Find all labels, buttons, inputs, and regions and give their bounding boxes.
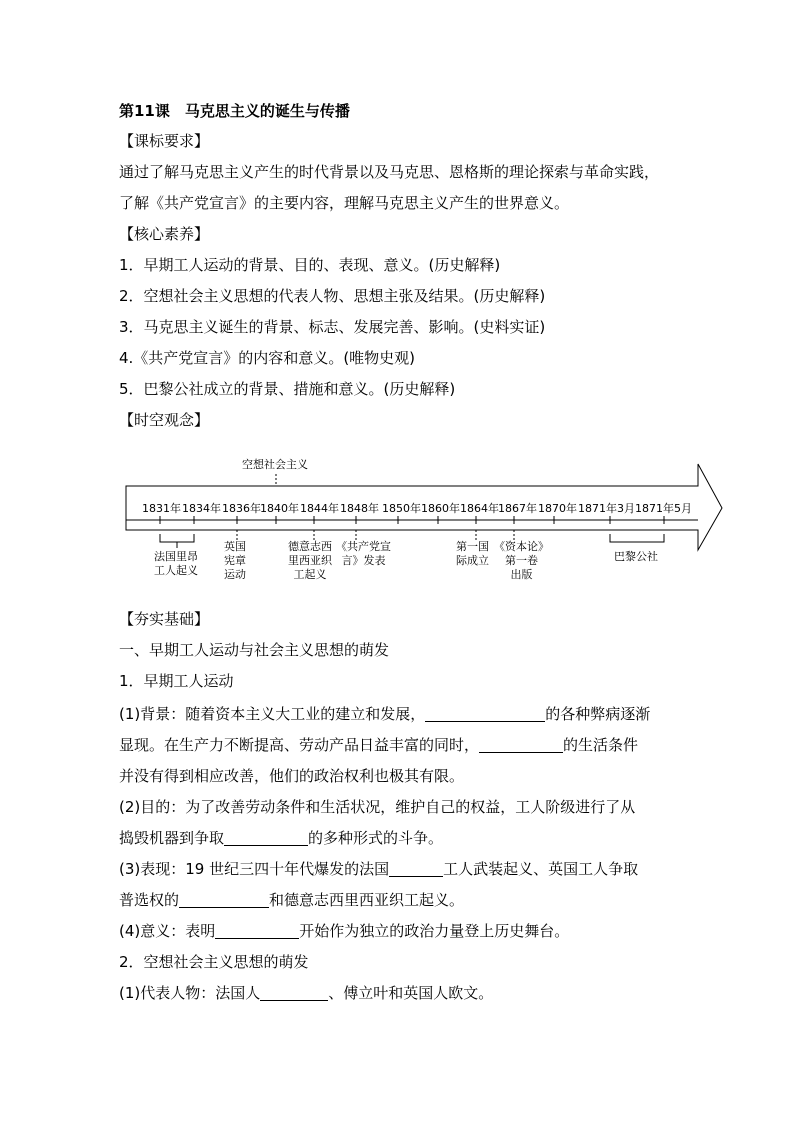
core-item-3: 3．马克思主义诞生的背景、标志、发展完善、影响。(史料实证) [119,318,546,336]
timeline-year: 1864年 [460,502,499,515]
event-first-international: 第一国 际成立 [456,540,489,567]
timeline-year: 1867年 [498,502,537,515]
timeline-year: 1850年 [382,502,421,515]
subsection-2-title: 2．空想社会主义思想的萌发 [119,953,309,971]
timeline-year: 1860年 [421,502,460,515]
core-item-1: 1．早期工人运动的背景、目的、表现、意义。(历史解释) [119,256,501,274]
event-lyon-uprising: 法国里昂 工人起义 [154,550,198,577]
timeline-diagram [118,450,728,600]
core-literacy-header: 【核心素养】 [119,225,210,243]
timeline-year: 1848年 [340,502,379,515]
background-line-1: (1)背景：随着资本主义大工业的建立和发展， 的各种弊病逐渐 [119,705,651,723]
timeline-year: 1831年 [142,502,181,515]
standards-header: 【课标要求】 [119,132,210,150]
event-paris-commune: 巴黎公社 [614,550,658,563]
timeline-year: 1840年 [260,502,299,515]
timeline-year: 1871年5月 [635,502,692,515]
event-communist-manifesto: 《共产党宣 言》发表 [336,540,391,567]
fill-blank[interactable] [179,891,269,908]
background-line-3: 并没有得到相应改善，他们的政治权利也极其有限。 [119,767,465,785]
standards-text-line-1: 通过了解马克思主义产生的时代背景以及马克思、恩格斯的理论探索与革命实践， [119,163,660,181]
timeline-arrow [118,450,728,600]
timeline-year: 1871年3月 [578,502,635,515]
manifestation-line-2: 普选权的 和德意志西里西亚织工起义。 [119,891,465,909]
significance-line: (4)意义：表明 开始作为独立的政治力量登上历史舞台。 [119,922,570,940]
core-item-5: 5．巴黎公社成立的背景、措施和意义。(历史解释) [119,380,456,398]
aim-line-1: (2)目的：为了改善劳动条件和生活状况，维护自己的权益，工人阶级进行了从 [119,798,636,816]
event-chartist-movement: 英国 宪章 运动 [224,540,246,581]
event-das-kapital: 《资本论》 第一卷 出版 [494,540,549,581]
fill-blank[interactable] [389,860,443,877]
core-item-4: 4.《共产党宣言》的内容和意义。(唯物史观) [119,349,416,367]
background-line-2: 显现。在生产力不断提高、劳动产品日益丰富的同时， 的生活条件 [119,736,639,754]
fill-blank[interactable] [215,922,299,939]
manifestation-line-1: (3)表现：19 世纪三四十年代爆发的法国 工人武装起义、英国工人争取 [119,860,639,878]
lesson-title: 第11课 马克思主义的诞生与传播 [119,102,350,120]
timeline-header: 【时空观念】 [119,411,210,429]
timeline-top-label: 空想社会主义 [242,458,308,471]
timeline-year: 1870年 [538,502,577,515]
event-silesian-uprising: 德意志西 里西亚织 工起义 [288,540,332,581]
timeline-year: 1844年 [300,502,339,515]
standards-text-line-2: 了解《共产党宣言》的主要内容，理解马克思主义产生的世界意义。 [119,194,570,212]
core-item-2: 2．空想社会主义思想的代表人物、思想主张及结果。(历史解释) [119,287,546,305]
timeline-year: 1836年 [222,502,261,515]
aim-line-2: 捣毁机器到争取 的多种形式的斗争。 [119,829,444,847]
fill-blank[interactable] [260,984,328,1001]
foundation-header: 【夯实基础】 [119,610,210,628]
fill-blank[interactable] [425,705,545,722]
subsection-1-title: 1．早期工人运动 [119,672,234,690]
part-1-title: 一、早期工人运动与社会主义思想的萌发 [119,641,390,659]
timeline-year: 1834年 [182,502,221,515]
representatives-line: (1)代表人物：法国人 、傅立叶和英国人欧文。 [119,984,494,1002]
fill-blank[interactable] [479,736,563,753]
fill-blank[interactable] [224,829,308,846]
